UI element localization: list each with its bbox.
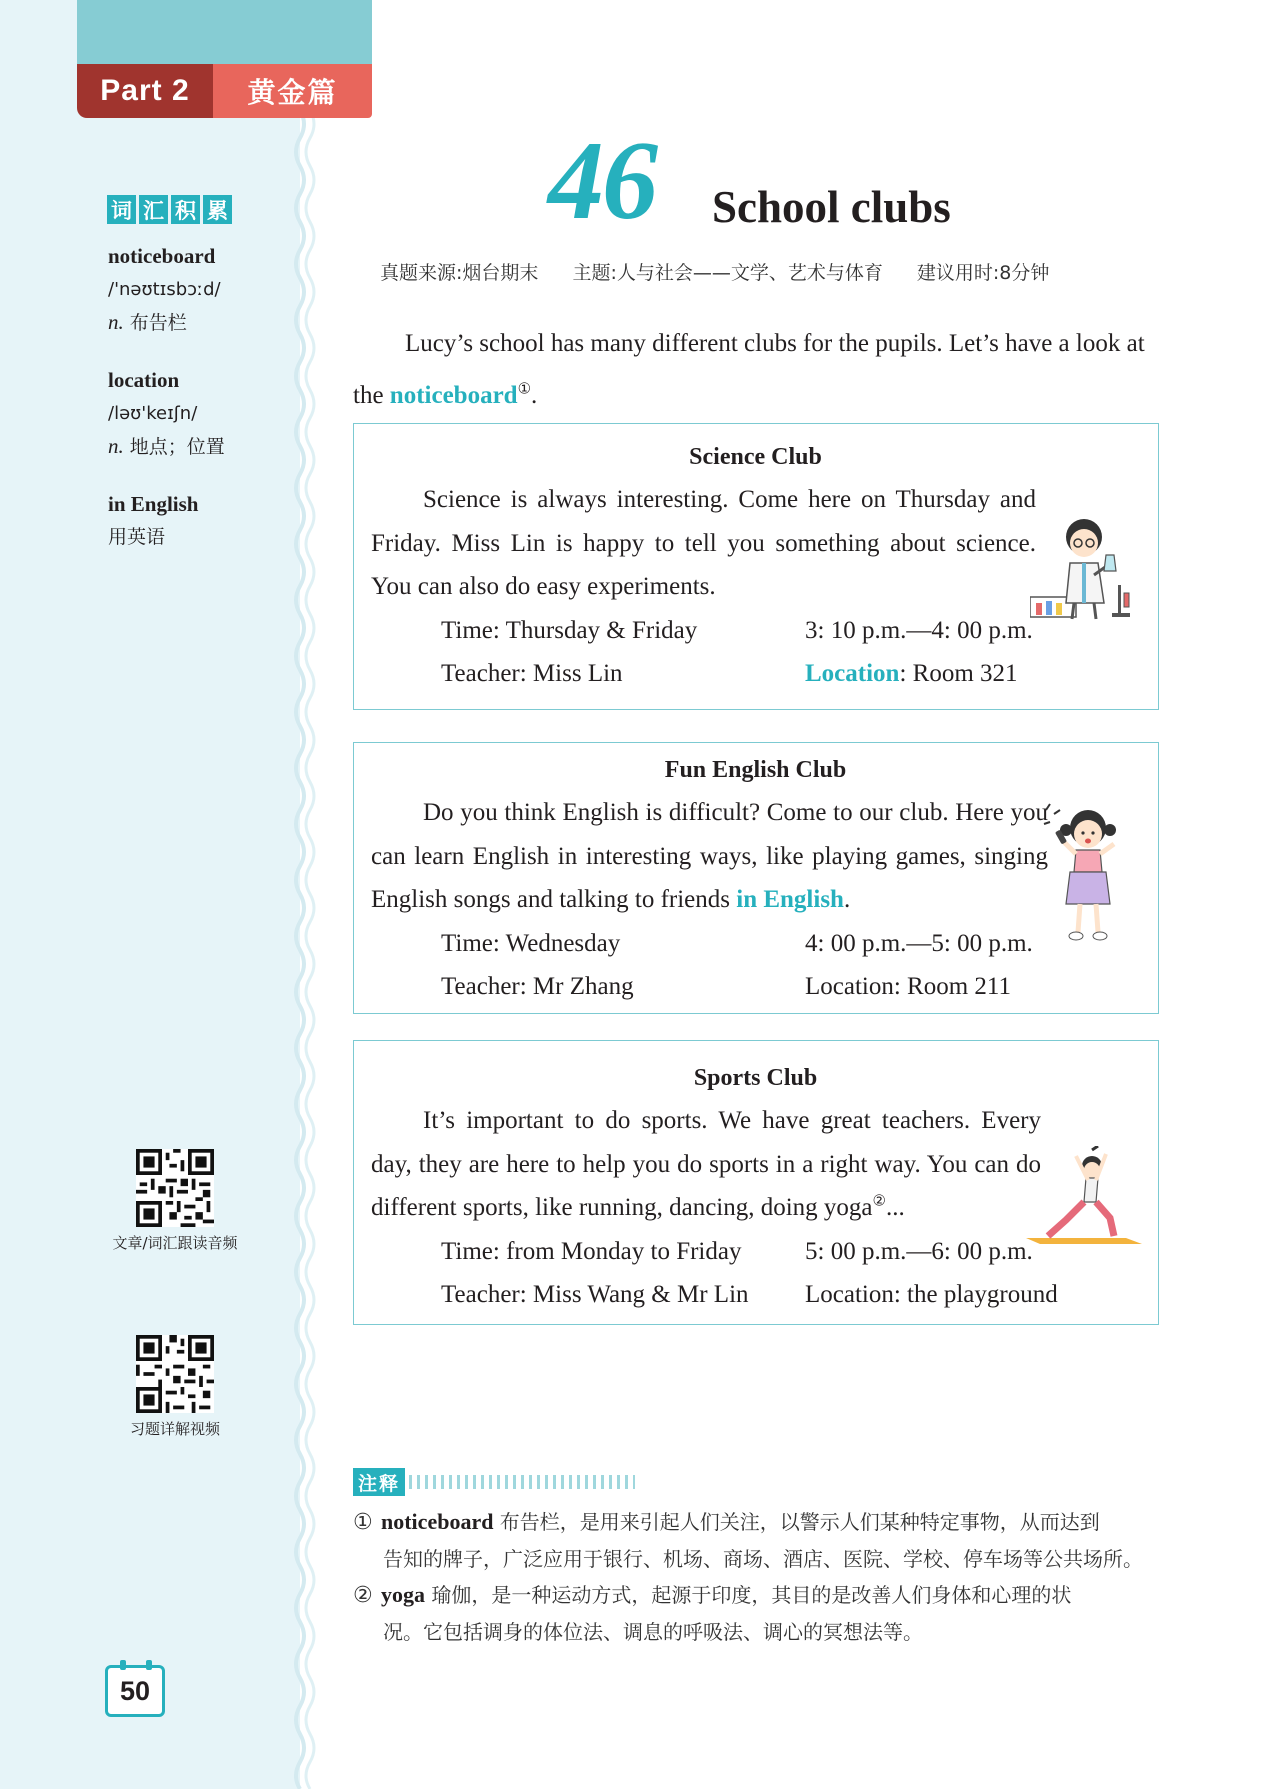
note-text: 瑜伽，是一种运动方式，起源于印度，其目的是改善人们身体和心理的状: [425, 1583, 1072, 1607]
vocab-meaning-text: 地点；位置: [129, 436, 225, 458]
singing-girl-illustration: [1040, 800, 1140, 948]
yoga-girl-illustration: [1026, 1146, 1142, 1246]
club-location: Location: Room 211: [805, 973, 1011, 1000]
part-header: [77, 64, 372, 118]
club-description: [371, 1099, 1041, 1230]
notes-title: [353, 1468, 635, 1496]
part-name: 黄金篇: [213, 64, 372, 118]
club-title: Science Club: [689, 444, 822, 470]
footnote-marker: ①: [517, 381, 532, 398]
club-teacher-row: [371, 652, 1140, 696]
club-location: [805, 652, 1018, 696]
club-time: Time: Thursday & Friday: [441, 616, 698, 644]
notes-title-dashes: [409, 1475, 635, 1489]
club-teacher: Teacher: Miss Lin: [441, 660, 623, 687]
qr-caption-audio: 文章/词汇跟读音频: [112, 1234, 238, 1252]
notes-title-label: 注释: [353, 1468, 405, 1496]
vocab-meaning: 用英语: [108, 526, 166, 548]
intro-text: Lucy’s school has many different clubs for the pupils. Let’s have a look at the: [353, 330, 1145, 409]
intro-paragraph: [353, 318, 1158, 422]
vocab-entry-noticeboard: [108, 240, 298, 340]
vocab-entry-in-english: [108, 488, 298, 554]
note-number: ①: [353, 1510, 373, 1535]
vocab-word: in English: [108, 492, 199, 516]
footnote-marker: ②: [872, 1193, 886, 1210]
club-hours: 3: 10 p.m.—4: 00 p.m.: [805, 616, 1033, 644]
lesson-number: 46: [548, 119, 656, 243]
note-word: yoga: [381, 1582, 425, 1607]
scientist-illustration: [1030, 515, 1142, 625]
vocab-pos: n.: [108, 434, 124, 458]
lesson-theme: 主题:人与社会——文学、艺术与体育: [572, 262, 883, 284]
desc-text-end: ...: [885, 1194, 905, 1221]
club-description: [371, 791, 1048, 922]
note-text-cont: 况。它包括调身的体位法、调息的呼吸法、调心的冥想法等。: [383, 1620, 923, 1644]
vocab-meaning: [108, 430, 298, 464]
club-description: Science is always interesting. Come here on Thursday and Friday. Miss Lin is happy to tell you something about science. You can also do easy experiments.: [371, 486, 1036, 600]
header-band: [77, 0, 372, 64]
club-time-row: [371, 1230, 1140, 1274]
vocab-title-char: 汇: [139, 195, 168, 224]
club-teacher: Teacher: Miss Wang & Mr Lin: [441, 1281, 749, 1308]
lesson-time: 建议用时:8分钟: [916, 262, 1050, 284]
vocabulary-title: [107, 195, 232, 224]
note-item-2: [353, 1577, 1163, 1650]
note-item-1: [353, 1504, 1163, 1577]
desc-text: Do you think English is difficult? Come to our club. Here you can learn English in interesting ways, like playing games, singing English songs and talking to friends: [371, 799, 1048, 913]
qr-code-audio[interactable]: [136, 1149, 214, 1227]
club-teacher: Teacher: Mr Zhang: [441, 973, 634, 1000]
desc-text-end: .: [843, 886, 851, 913]
vocab-entry-location: [108, 364, 298, 464]
lesson-meta: [380, 258, 1077, 285]
note-text-cont: 告知的牌子，广泛应用于银行、机场、商场、酒店、医院、学校、停车场等公共场所。: [383, 1547, 1143, 1571]
vocab-phonetic: /'nəʊtɪsbɔːd/: [108, 279, 221, 300]
location-keyword: Location: [805, 660, 900, 687]
lesson-title: School clubs: [712, 182, 951, 232]
club-title: Sports Club: [693, 1065, 818, 1091]
club-box-english: [353, 742, 1159, 1014]
intro-keyword: noticeboard: [389, 382, 518, 409]
vocab-word: location: [108, 368, 180, 392]
part-label: Part 2: [77, 64, 213, 118]
location-value: : Room 321: [899, 660, 1018, 687]
club-hours: 4: 00 p.m.—5: 00 p.m.: [805, 929, 1033, 957]
club-title: Fun English Club: [664, 757, 847, 783]
note-word: noticeboard: [381, 1509, 494, 1534]
club-time-row: [371, 609, 1140, 653]
vocab-pos: n.: [108, 310, 124, 334]
note-text: 布告栏，是用来引起人们关注，以警示人们某种特定事物，从而达到: [493, 1510, 1100, 1534]
sidebar-wave-border: [292, 110, 322, 1789]
vocab-phonetic: /ləʊ'keɪʃn/: [108, 403, 198, 424]
qr-caption-video: 习题详解视频: [129, 1420, 220, 1438]
qr-code-video[interactable]: [136, 1335, 214, 1413]
club-time: Time: Wednesday: [441, 929, 621, 957]
vocab-meaning: [108, 306, 298, 340]
vocab-title-char: 累: [203, 195, 232, 224]
vocab-title-char: 积: [171, 195, 200, 224]
club-location: Location: the playground: [805, 1281, 1058, 1308]
intro-text-end: .: [531, 382, 538, 409]
club-teacher-row: [371, 965, 1140, 1009]
page-number: 50: [105, 1665, 165, 1717]
lesson-source: 真题来源:烟台期末: [380, 262, 539, 284]
vocab-word: noticeboard: [108, 244, 216, 268]
desc-keyword: in English: [736, 886, 844, 913]
vocab-meaning-text: 布告栏: [129, 312, 187, 334]
note-number: ②: [353, 1583, 373, 1608]
club-hours: 5: 00 p.m.—6: 00 p.m.: [805, 1237, 1033, 1265]
club-teacher-row: [371, 1273, 1140, 1317]
vocab-title-char: 词: [107, 195, 136, 224]
desc-text: It’s important to do sports. We have great teachers. Every day, they are here to help you do sports in a right way. You can do different sports, like running, dancing, doing yoga: [371, 1107, 1041, 1221]
club-time-row: [371, 922, 1140, 966]
club-time: Time: from Monday to Friday: [441, 1237, 742, 1265]
